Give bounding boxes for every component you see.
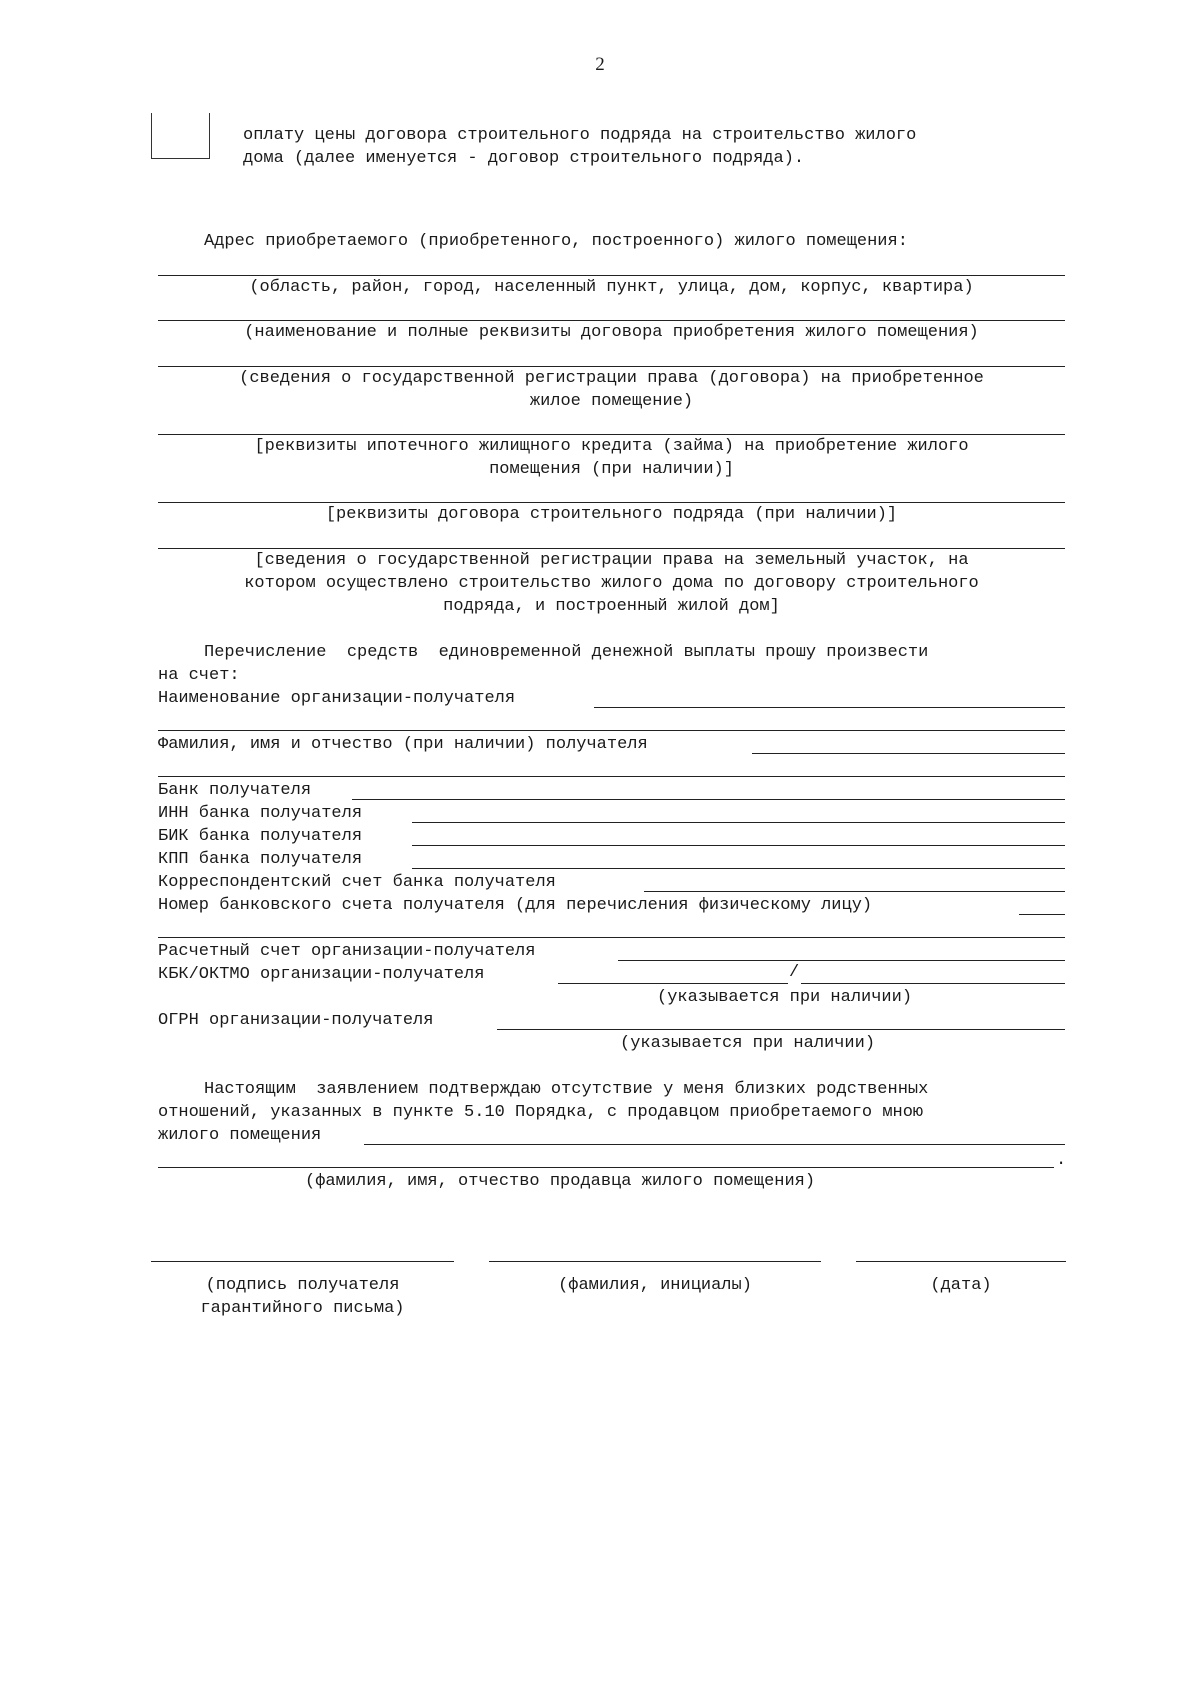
personal-account-field-continued[interactable] [158, 937, 1065, 938]
signature-hint-line-1: (подпись получателя [205, 1276, 400, 1295]
settlement-account-field[interactable] [618, 960, 1065, 961]
construction-hint: [реквизиты договора строительного подряда (при наличии)] [325, 505, 898, 524]
address-field-line[interactable] [158, 275, 1065, 276]
page-number: 2 [595, 54, 605, 75]
seller-name-hint: (фамилия, имя, отчество продавца жилого помещения) [305, 1172, 816, 1191]
recipient-name-field-continued[interactable] [158, 776, 1065, 777]
name-initials-hint: (фамилия, инициалы) [558, 1276, 752, 1295]
land-field-line[interactable] [158, 548, 1065, 549]
kpp-label: КПП банка получателя [158, 850, 363, 869]
settlement-account-label: Расчетный счет организации-получателя [158, 942, 536, 961]
address-hint: (область, район, город, населенный пункт, улица, дом, корпус, квартира) [249, 278, 974, 297]
land-hint-line-2: котором осуществлено строительство жилого дома по договору строительного [244, 574, 979, 593]
checkbox[interactable] [151, 113, 210, 159]
org-name-field[interactable] [594, 707, 1065, 708]
registration-field-line[interactable] [158, 366, 1065, 367]
registration-hint-line-2: жилое помещение) [529, 392, 694, 411]
payment-intro-line-1: Перечисление средств единовременной денежной выплаты прошу произвести [204, 643, 929, 662]
kpp-field[interactable] [412, 868, 1065, 869]
org-name-label: Наименование организации-получателя [158, 689, 516, 708]
land-hint-line-3: подряда, и построенный жилой дом] [443, 597, 780, 616]
ogrn-label: ОГРН организации-получателя [158, 1011, 434, 1030]
contract-hint: (наименование и полные реквизиты договора приобретения жилого помещения) [244, 323, 979, 342]
signature-field[interactable] [151, 1261, 454, 1262]
declaration-line-1: Настоящим заявлением подтверждаю отсутствие у меня близких родственных [204, 1080, 929, 1099]
kbk-field[interactable] [558, 983, 788, 984]
bank-label: Банк получателя [158, 781, 312, 800]
date-field[interactable] [856, 1261, 1066, 1262]
bik-field[interactable] [412, 845, 1065, 846]
kbk-separator: / [789, 963, 800, 982]
ogrn-field[interactable] [497, 1029, 1065, 1030]
personal-account-label: Номер банковского счета получателя (для перечисления физическому лицу) [158, 896, 873, 915]
recipient-name-field[interactable] [752, 753, 1065, 754]
declaration-line-2: отношений, указанных в пункте 5.10 Порядка, с продавцом приобретаемого мною [158, 1103, 924, 1122]
construction-field-line[interactable] [158, 502, 1065, 503]
bank-field[interactable] [352, 799, 1065, 800]
personal-account-field[interactable] [1019, 914, 1065, 915]
kbk-label: КБК/ОКТМО организации-получателя [158, 965, 485, 984]
name-initials-field[interactable] [489, 1261, 821, 1262]
mortgage-field-line[interactable] [158, 434, 1065, 435]
payment-intro-line-2: на счет: [158, 666, 240, 685]
checkbox-option-line-2: дома (далее именуется - договор строительного подряда). [243, 149, 805, 168]
date-hint: (дата) [930, 1276, 992, 1295]
org-name-field-continued[interactable] [158, 730, 1065, 731]
corr-account-label: Корреспондентский счет банка получателя [158, 873, 556, 892]
ogrn-hint: (указывается при наличии) [620, 1034, 876, 1053]
declaration-end-period: . [1056, 1151, 1067, 1170]
signature-hint-line-2: гарантийного письма) [200, 1299, 405, 1318]
land-hint-line-1: [сведения о государственной регистрации права на земельный участок, на [254, 551, 969, 570]
corr-account-field[interactable] [644, 891, 1065, 892]
contract-field-line[interactable] [158, 320, 1065, 321]
inn-label: ИНН банка получателя [158, 804, 363, 823]
bik-label: БИК банка получателя [158, 827, 363, 846]
recipient-name-label: Фамилия, имя и отчество (при наличии) получателя [158, 735, 648, 754]
mortgage-hint-line-2: помещения (при наличии)] [489, 460, 734, 479]
inn-field[interactable] [412, 822, 1065, 823]
address-heading: Адрес приобретаемого (приобретенного, построенного) жилого помещения: [204, 232, 908, 251]
registration-hint-line-1: (сведения о государственной регистрации права (договора) на приобретенное [239, 369, 984, 388]
declaration-line-3: жилого помещения [158, 1126, 322, 1145]
oktmo-field[interactable] [801, 983, 1065, 984]
seller-name-field[interactable] [364, 1144, 1065, 1145]
mortgage-hint-line-1: [реквизиты ипотечного жилищного кредита (займа) на приобретение жилого [254, 437, 969, 456]
checkbox-option-line-1: оплату цены договора строительного подряда на строительство жилого [243, 126, 917, 145]
kbk-hint: (указывается при наличии) [657, 988, 913, 1007]
seller-name-field-continued[interactable] [158, 1167, 1054, 1168]
